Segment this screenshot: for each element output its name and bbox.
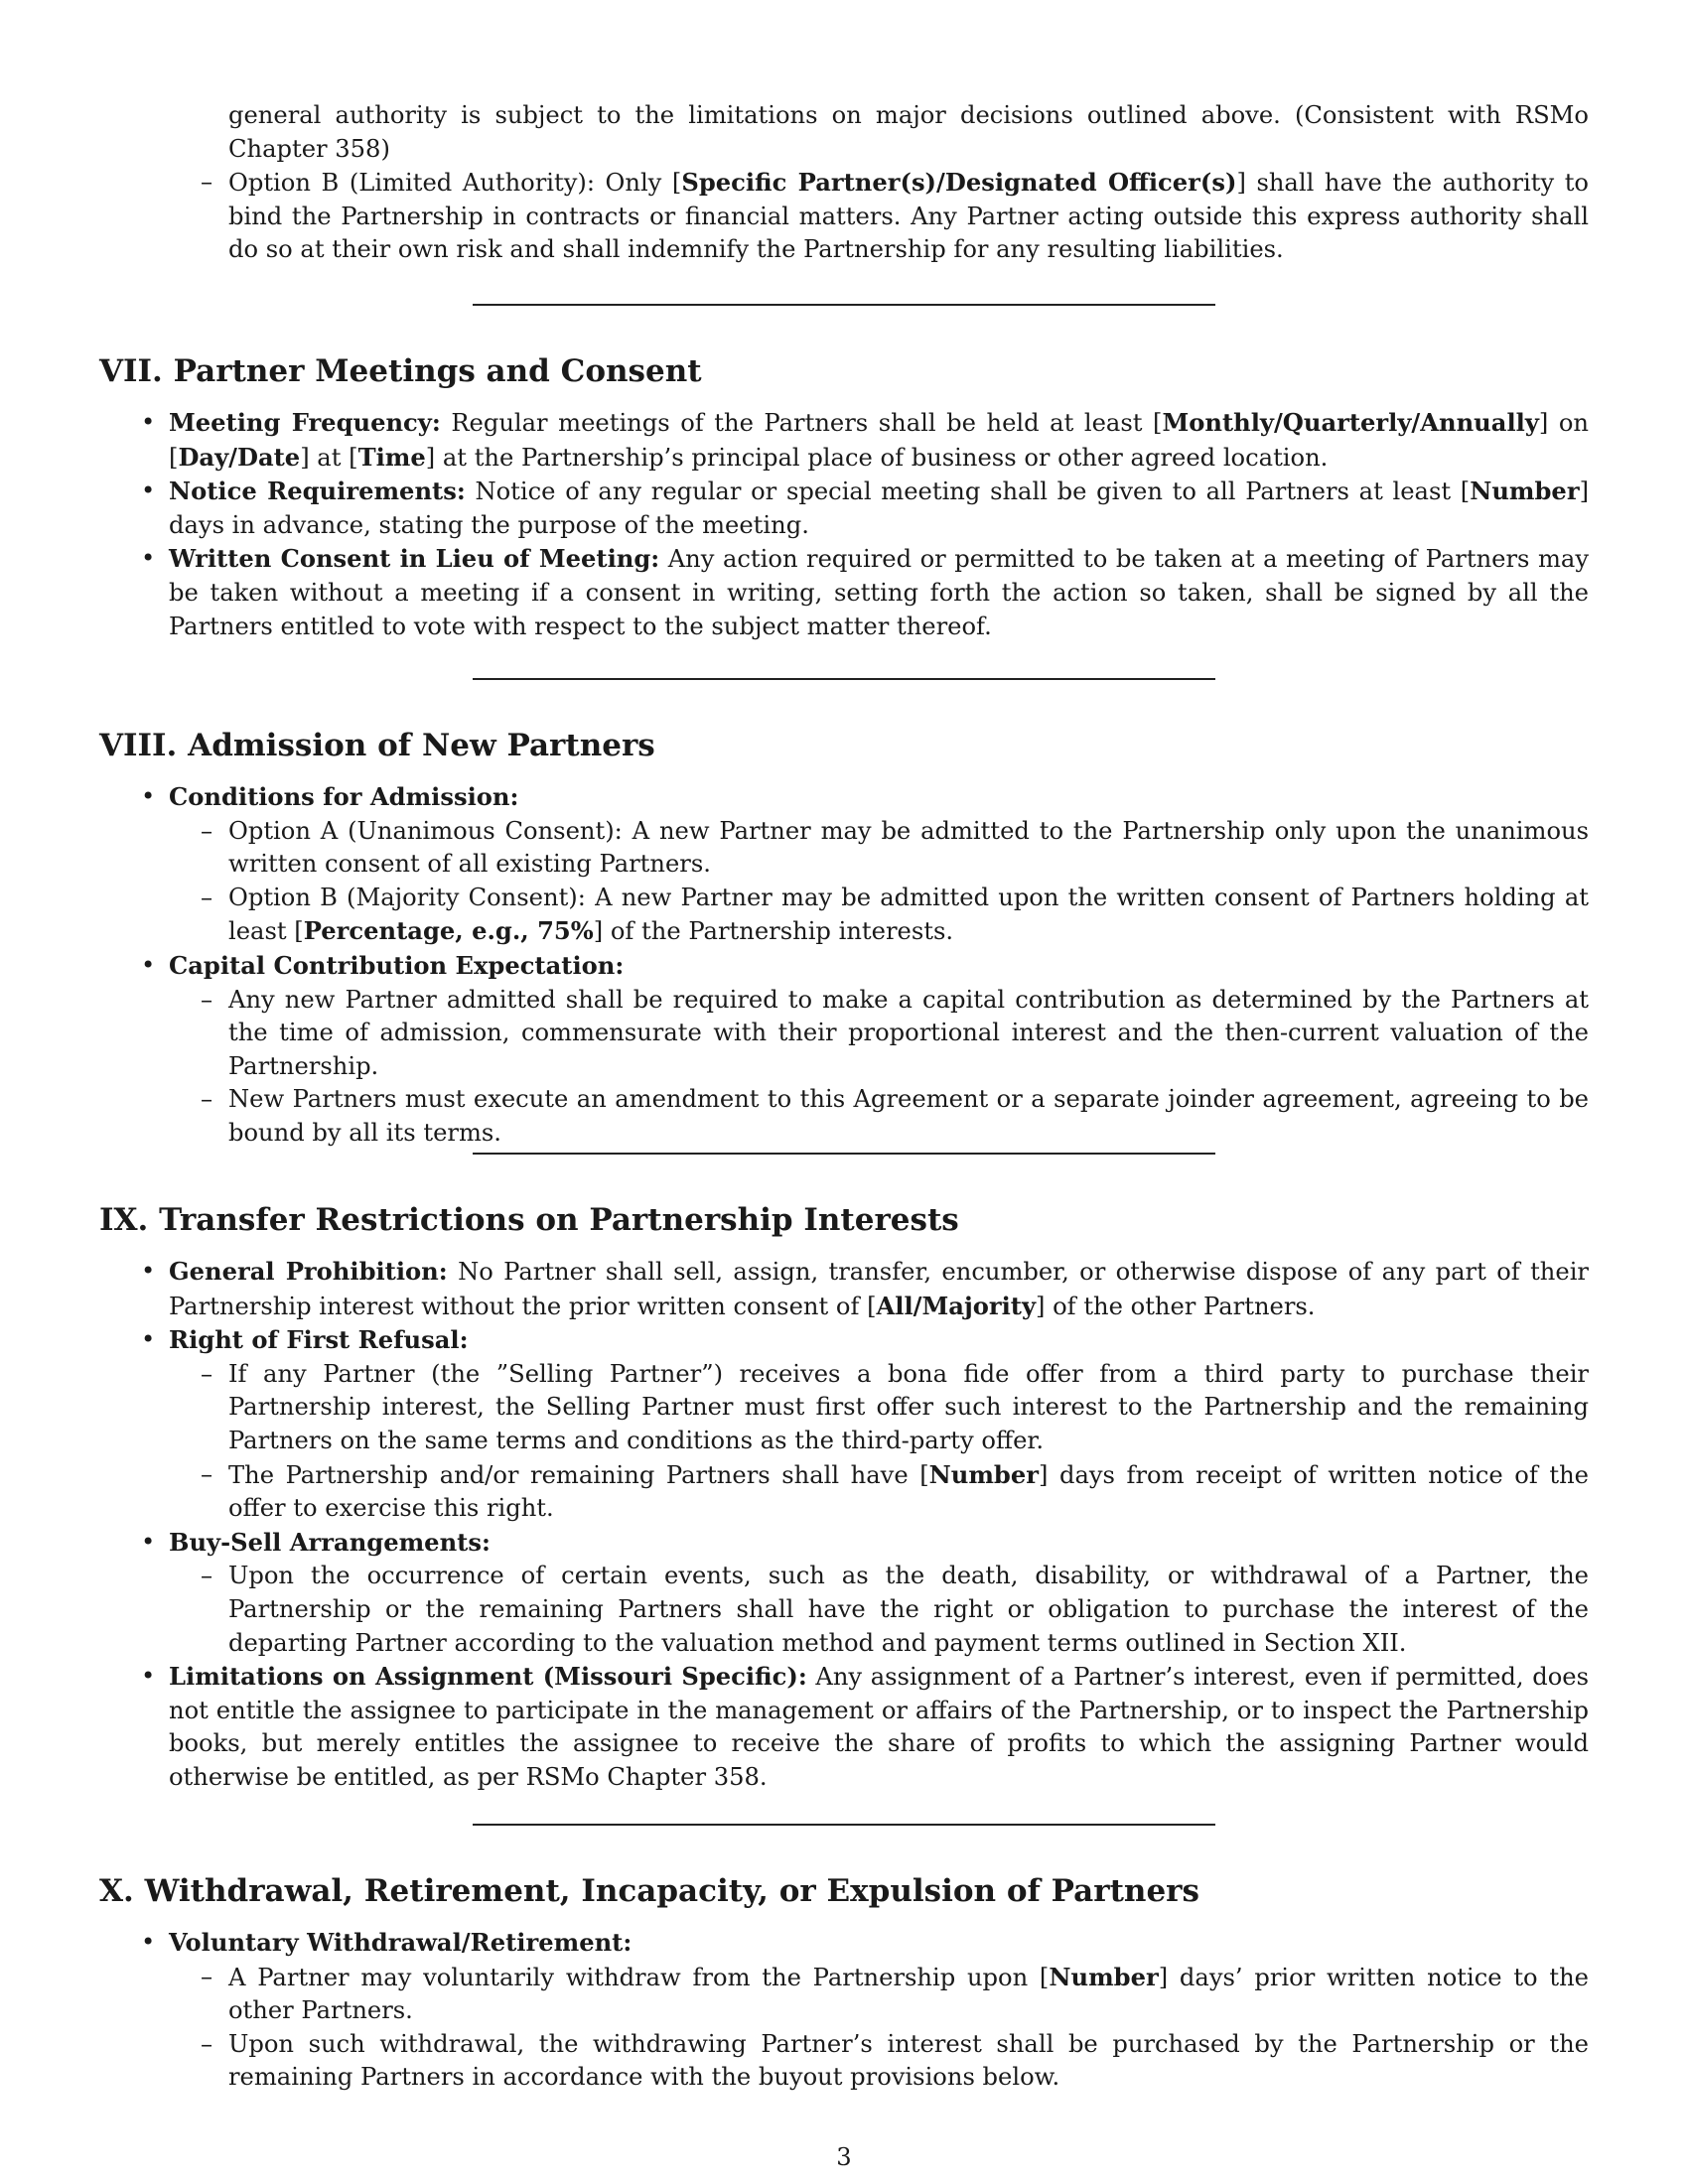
buy-sell-sublist [169,1560,1589,1660]
section-ix-body [99,1255,1589,1795]
section-heading-vii: VII. Partner Meetings and Consent [99,353,702,389]
list-item-buy-sell: • Buy-Sell Arrangements: – Upon the occurrence of certain events, such as the death, disability, or withdrawal of a Partner, the Partnership or the remaining Partners shall have the right or obligation to purchase the interest of the departing Partner according to the valuation method and payment terms outlined in Section XII. [99,1526,1589,1660]
list-item-written-consent: • Written Consent in Lieu of Meeting: Any action required or permitted to be taken at a meeting of Partners may be taken without a meeting if a consent in writing, setting forth the action so taken, shall be signed by all the Partners entitled to vote with respect to the subject matter thereof. [99,542,1589,643]
list-item-capital-requirement: – Any new Partner admitted shall be required to make a capital contribution as determined by the Partners at the time of admission, commensurate with their proportional interest and the then-current valuation of the Partnership. [169,984,1589,1084]
section-vii-body [99,406,1589,643]
list-item-buy-sell-events: – Upon the occurrence of certain events, such as the death, disability, or withdrawal of a Partner, the Partnership or the remaining Partners shall have the right or obligation to purchase the interest of the departing Partner according to the valuation method and payment terms outlined in Section XII. [169,1560,1589,1660]
section-divider [473,304,1215,306]
list-item-limitations-on-assignment: • Limitations on Assignment (Missouri Specific): Any assignment of a Partner’s interest, even if permitted, does not entitle the assignee to participate in the management or affairs of the Partnership, or to inspect the Partnership books, but merely entitles the assignee to receive the share of profits to which the assigning Partner would otherwise be entitled, as per RSMo Chapter 358. [99,1660,1589,1794]
section-6-continuation [99,99,1589,267]
page-number: 3 [836,2143,852,2171]
section-vii-list [99,406,1589,643]
section-ix-list [99,1255,1589,1795]
section-divider [473,678,1215,680]
list-item-joinder-agreement: – New Partners must execute an amendment to this Agreement or a separate joinder agreement, agreeing to be bound by all its terms. [169,1083,1589,1150]
section-viii-body [99,780,1589,1151]
rofr-sublist [169,1358,1589,1526]
list-item-meeting-frequency: • Meeting Frequency: Regular meetings of the Partners shall be held at least [Monthly/Quarterly/Annually] on [Day/Date] at [Time] at the Partnership’s principal place of business or other agreed location. [99,406,1589,475]
section-heading-ix: IX. Transfer Restrictions on Partnership Interests [99,1202,959,1238]
list-item-option-a: – Option A (Unanimous Consent): A new Partner may be admitted to the Partnership only upon the unanimous written consent of all existing Partners. [169,815,1589,882]
authority-continuation-text: general authority is subject to the limitations on major decisions outlined above. (Consistent with RSMo Chapter 358) [228,101,1589,163]
section-x-body [99,1926,1589,2095]
section-divider [473,1153,1215,1155]
section-divider [473,1824,1215,1826]
list-item-conditions-for-admission: • Conditions for Admission: – Option A (Unanimous Consent): A new Partner may be admitted to the Partnership only upon the unanimous written consent of all existing Partners. – Option B (Majority Consent): A new Partner may be admitted upon the written consent of Partners holding at least [Percentage, e.g., 75%] of the Partnership interests. [99,780,1589,949]
list-item-general-prohibition: • General Prohibition: No Partner shall sell, assign, transfer, encumber, or otherwise dispose of any part of their Partnership interest without the prior written consent of [All/Majority] of the other Partners. [99,1255,1589,1323]
list-item-capital-contribution: • Capital Contribution Expectation: – Any new Partner admitted shall be required to make a capital contribution as determined by the Partners at the time of admission, commensurate with their proportional interest and the then-current valuation of the Partnership. – New Partners must execute an amendment to this Agreement or a separate joinder agreement, agreeing to be bound by all its terms. [99,949,1589,1151]
list-item-option-b: – Option B (Limited Authority): Only [Specific Partner(s)/Designated Officer(s)] shall have the authority to bind the Partnership in contracts or financial matters. Any Partner acting outside this express authority shall do so at their own risk and shall indemnify the Partnership for any resulting liabilities. [169,166,1589,267]
section-heading-x: X. Withdrawal, Retirement, Incapacity, or Expulsion of Partners [99,1873,1199,1909]
withdrawal-sublist [169,1961,1589,2095]
list-item-withdrawal-notice: – A Partner may voluntarily withdraw from the Partnership upon [Number] days’ prior written notice to the other Partners. [169,1961,1589,2028]
section-heading-viii: VIII. Admission of New Partners [99,728,655,763]
capital-sublist [169,984,1589,1151]
list-item-option-b: – Option B (Majority Consent): A new Partner may be admitted upon the written consent of Partners holding at least [Percentage, e.g., 75%] of the Partnership interests. [169,882,1589,949]
section-x-list [99,1926,1589,2095]
section-viii-list [99,780,1589,1151]
option-list [169,166,1589,267]
list-item-voluntary-withdrawal: • Voluntary Withdrawal/Retirement: – A Partner may voluntarily withdraw from the Partnership upon [Number] days’ prior written notice to the other Partners. – Upon such withdrawal, the withdrawing Partner’s interest shall be purchased by the Partnership or the remaining Partners in accordance with the buyout provisions below. [99,1926,1589,2095]
list-item-rofr-offer: – If any Partner (the ”Selling Partner”) receives a bona fide offer from a third party to purchase their Partnership interest, the Selling Partner must first offer such interest to the Partnership and the remaining Partners on the same terms and conditions as the third-party offer. [169,1358,1589,1458]
list-item-notice-requirements: • Notice Requirements: Notice of any regular or special meeting shall be given to all Partners at least [Number] days in advance, stating the purpose of the meeting. [99,475,1589,542]
list-item-rofr-exercise: – The Partnership and/or remaining Partners shall have [Number] days from receipt of written notice of the offer to exercise this right. [169,1458,1589,1526]
conditions-sublist [169,815,1589,949]
list-item-right-of-first-refusal: • Right of First Refusal: – If any Partner (the ”Selling Partner”) receives a bona fide offer from a third party to purchase their Partnership interest, the Selling Partner must first offer such interest to the Partnership and the remaining Partners on the same terms and conditions as the third-party offer. – The Partnership and/or remaining Partners shall have [Number] days from receipt of written notice of the offer to exercise this right. [99,1323,1589,1526]
list-item-withdrawal-buyout: – Upon such withdrawal, the withdrawing Partner’s interest shall be purchased by the Partnership or the remaining Partners in accordance with the buyout provisions below. [169,2028,1589,2095]
